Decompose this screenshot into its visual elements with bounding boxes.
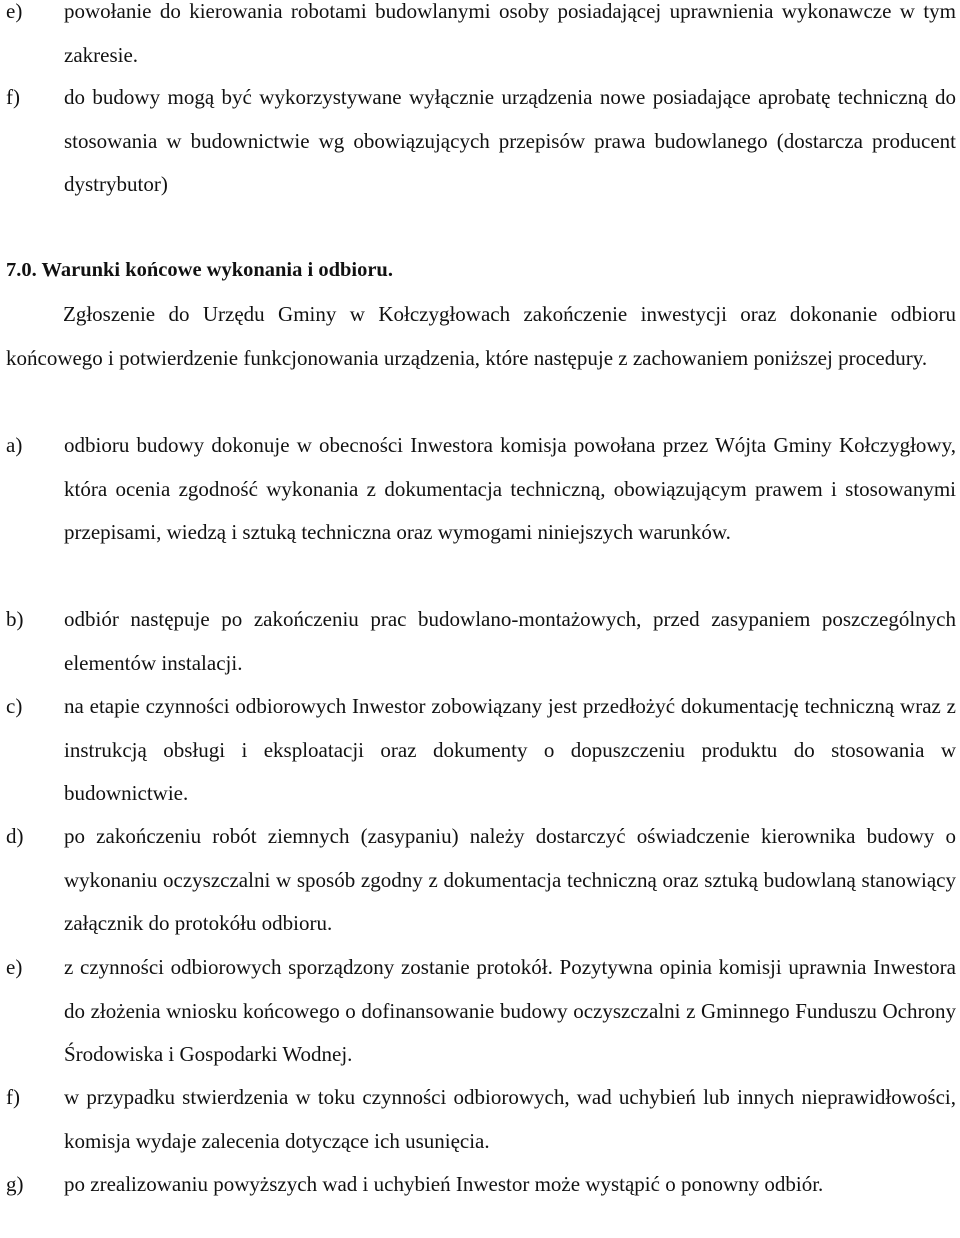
list-item-text: z czynności odbiorowych sporządzony zostanie protokół. Pozytywna opinia komisji uprawnia Inwestora do złożenia wniosku końcowego o dofinansowanie budowy oczyszczalni z Gminnego Funduszu Ochrony Środowiska i Gospodarki Wodnej.: [64, 955, 956, 1066]
list-item: [6, 685, 956, 816]
list-marker: f): [6, 85, 20, 109]
list-item-text: na etapie czynności odbiorowych Inwestor zobowiązany jest przedłożyć dokumentację techniczną wraz z instrukcją obsługi i eksploatacji oraz dokumenty o dopuszczeniu produktu do stosowania w budownictwie.: [64, 694, 956, 805]
list-item: [6, 598, 956, 685]
list-item-text: do budowy mogą być wykorzystywane wyłącznie urządzenia nowe posiadające aprobatę techniczną do stosowania w budownictwie wg obowiązujących przepisów prawa budowlanego (dostarcza producent dystrybutor): [64, 85, 956, 196]
list-item-text: powołanie do kierowania robotami budowlanymi osoby posiadającej uprawnienia wykonawcze w tym zakresie.: [64, 0, 956, 67]
list-item: [6, 76, 956, 207]
list-item: [6, 815, 956, 946]
list-marker: f): [6, 1085, 20, 1109]
list-item-text: po zakończeniu robót ziemnych (zasypaniu) należy dostarczyć oświadczenie kierownika budowy o wykonaniu oczyszczalni w sposób zgodny z dokumentacja techniczną oraz sztuką budowlaną stanowiący załącznik do protokółu odbioru.: [64, 824, 956, 935]
section-intro-paragraph: Zgłoszenie do Urzędu Gminy w Kołczygłowach zakończenie inwestycji oraz dokonanie odbioru końcowego i potwierdzenie funkcjonowania urządzenia, które następuje z zachowaniem poniższej procedury.: [6, 302, 956, 370]
list-item-text: odbioru budowy dokonuje w obecności Inwestora komisja powołana przez Wójta Gminy Kołczygłowy, która ocenia zgodność wykonania z dokumentacja techniczną, obowiązującym prawem i stosowanymi przepisami, wiedzą i sztuką techniczna oraz wymogami niniejszych warunków.: [64, 433, 956, 544]
list-item-text: po zrealizowaniu powyższych wad i uchybień Inwestor może wystąpić o ponowny odbiór.: [64, 1172, 824, 1196]
list-marker: d): [6, 824, 24, 848]
list-marker: c): [6, 694, 23, 718]
list-item: [6, 1163, 956, 1207]
list-marker: e): [6, 0, 23, 23]
list-item-text: odbiór następuje po zakończeniu prac budowlano-montażowych, przed zasypaniem poszczególnych elementów instalacji.: [64, 607, 956, 675]
list-marker: a): [6, 433, 23, 457]
list-item: [6, 1076, 956, 1163]
list-item: [6, 946, 956, 1077]
list-marker: e): [6, 955, 23, 979]
list-marker: g): [6, 1172, 24, 1196]
list-item: [6, 424, 956, 555]
list-marker: b): [6, 607, 24, 631]
list-item-text: w przypadku stwierdzenia w toku czynności odbiorowych, wad uchybień lub innych nieprawidłowości, komisja wydaje zalecenia dotyczące ich usunięcia.: [64, 1085, 956, 1153]
section-heading: 7.0. Warunki końcowe wykonania i odbioru.: [6, 259, 393, 281]
list-item: [6, 0, 956, 77]
